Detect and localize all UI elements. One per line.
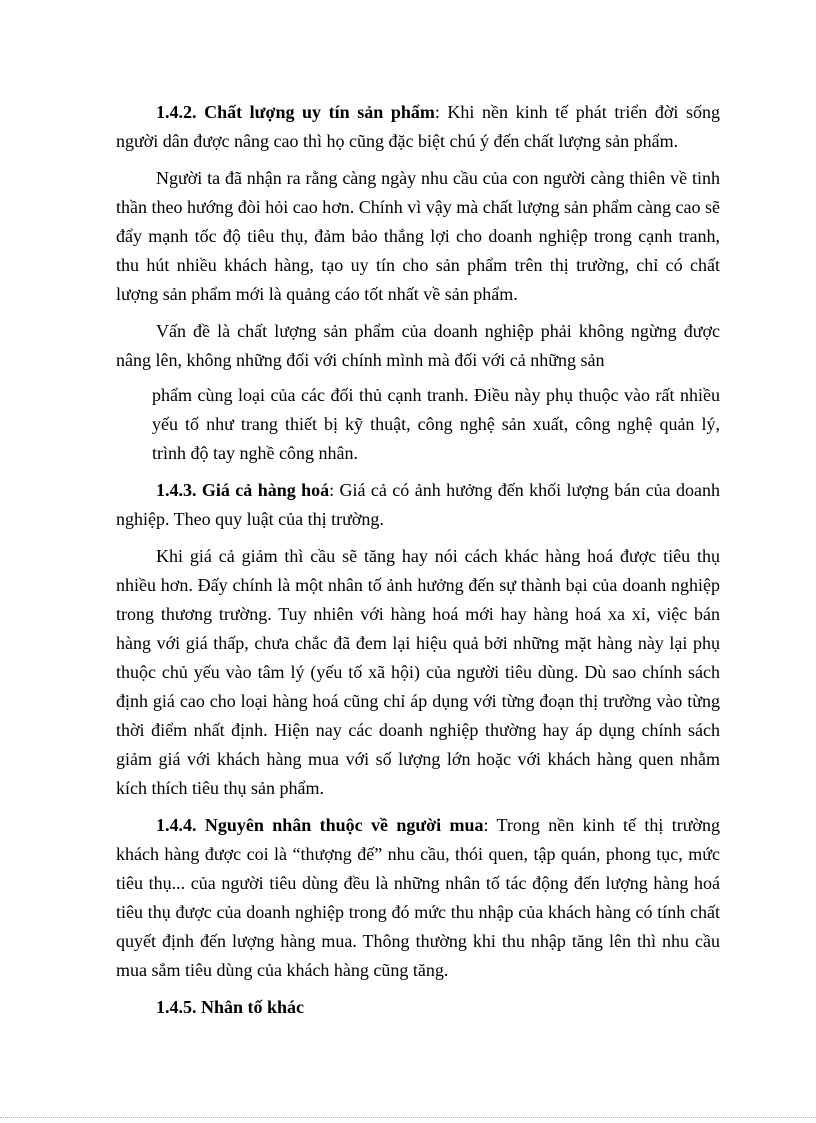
- section-1-4-5-heading: 1.4.5. Nhân tố khác: [156, 997, 305, 1017]
- section-1-4-2-text: : Khi nền kinh tế phát triển đời sống người dân được nâng cao thì họ cũng đặc biệt chú ý đến chất lượng sản phẩm.: [116, 102, 720, 151]
- paragraph-quality-improvement-part-1: Vấn đề là chất lượng sản phẩm của doanh nghiệp phải không ngừng được nâng lên, không những đối với chính mình mà đối với cả những sản: [116, 321, 720, 370]
- section-1-4-2-heading: 1.4.2. Chất lượng uy tín sản phẩm: [156, 102, 435, 122]
- section-1-4-3-paragraph: [116, 476, 720, 534]
- paragraph-price-demand: Khi giá cả giảm thì cầu sẽ tăng hay nói cách khác hàng hoá được tiêu thụ nhiều hơn. Đấy chính là một nhân tố ảnh hưởng đến sự thành bại của doanh nghiệp trong thương trường. Tuy nhiên với hàng hoá mới hay hàng hoá xa xỉ, việc bán hàng với giá thấp, chưa chắc đã đem lại hiệu quả bởi những mặt hàng này lại phụ thuộc chủ yếu vào tâm lý (yếu tố xã hội) của người tiêu dùng. Dù sao chính sách định giá cao cho loại hàng hoá cũng chỉ áp dụng với từng đoạn thị trường vào từng thời điểm nhất định. Hiện nay các doanh nghiệp thường hay áp dụng chính sách giảm giá với khách hàng mua với số lượng lớn hoặc với khách hàng quen nhằm kích thích tiêu thụ sản phẩm.: [116, 546, 720, 798]
- section-1-4-4-paragraph: [116, 811, 720, 985]
- section-1-4-4-text: : Trong nền kinh tế thị trường khách hàng được coi là “thượng đế” nhu cầu, thói quen, tập quán, phong tục, mức tiêu thụ... của người tiêu dùng đều là những nhân tố tác động đến lượng hàng hoá tiêu thụ được của doanh nghiệp trong đó mức thu nhập của khách hàng có tính chất quyết định đến lượng hàng mua. Thông thường khi thu nhập tăng lên thì nhu cầu mua sắm tiêu dùng của khách hàng cũng tăng.: [116, 815, 720, 980]
- section-1-4-2-paragraph: [116, 98, 720, 156]
- section-1-4-3-text: : Giá cả có ảnh hưởng đến khối lượng bán của doanh nghiệp. Theo quy luật của thị trường.: [116, 480, 720, 529]
- section-1-4-4-heading: 1.4.4. Nguyên nhân thuộc về người mua: [156, 815, 484, 835]
- section-1-4-3-heading: 1.4.3. Giá cả hàng hoá: [156, 480, 330, 500]
- paragraph-quality-improvement-part-2: phẩm cùng loại của các đối thủ cạnh tranh. Điều này phụ thuộc vào rất nhiều yếu tố như trang thiết bị kỹ thuật, công nghệ sản xuất, công nghệ quản lý, trình độ tay nghề công nhân.: [152, 385, 720, 463]
- page-bottom-divider: [0, 1117, 816, 1118]
- paragraph-product-quality: Người ta đã nhận ra rằng càng ngày nhu cầu của con người càng thiên về tinh thần theo hướng đòi hỏi cao hơn. Chính vì vậy mà chất lượng sản phẩm càng cao sẽ đẩy mạnh tốc độ tiêu thụ, đảm bảo thắng lợi cho doanh nghiệp trong cạnh tranh, thu hút nhiều khách hàng, tạo uy tín cho sản phẩm trên thị trường, chỉ có chất lượng sản phẩm mới là quảng cáo tốt nhất về sản phẩm.: [116, 168, 720, 304]
- document-body: [116, 98, 720, 1022]
